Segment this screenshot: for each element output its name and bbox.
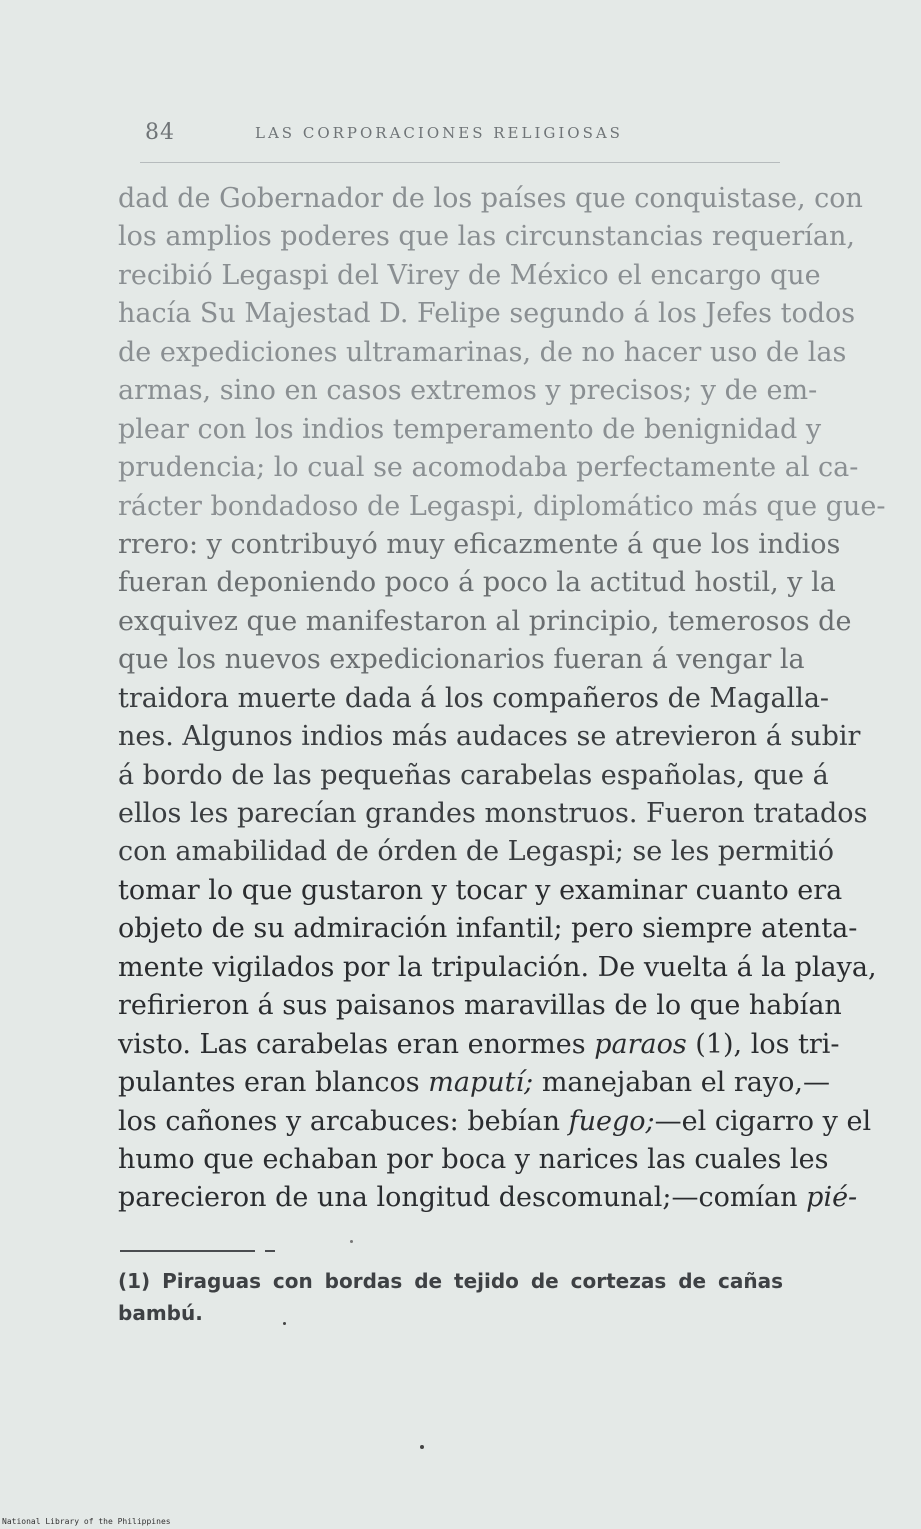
footnote-rule	[120, 1250, 255, 1252]
text-line: dad de Gobernador de los países que conquistase, con	[118, 183, 863, 214]
text-segment: —el cigarro y el	[654, 1105, 872, 1137]
running-title: LAS CORPORACIONES RELIGIOSAS	[255, 124, 623, 142]
page-header	[145, 120, 665, 150]
text-line: rrero: y contribuyó muy eficazmente á que los indios	[118, 528, 841, 560]
text-segment: pulantes eran blancos	[118, 1067, 420, 1099]
text-line: refirieron á sus paisanos maravillas de lo que habían	[118, 990, 842, 1022]
text-line: nes. Algunos indios más audaces se atrevieron á subir	[118, 721, 861, 753]
text-line: que los nuevos expedicionarios fueran á vengar la	[118, 644, 805, 676]
text-line: con amabilidad de órden de Legaspi; se les permitió	[118, 836, 835, 868]
text-segment: parecieron de una longitud descomunal;—comían	[118, 1182, 798, 1214]
text-line: plear con los indios temperamento de benignidad y	[118, 413, 822, 445]
text-line: de expediciones ultramarinas, de no hacer uso de las	[118, 336, 847, 368]
text-line: exquivez que manifestaron al principio, temerosos de	[118, 605, 852, 637]
text-line: fueran deponiendo poco á poco la actitud hostil, y la	[118, 567, 836, 599]
text-line: prudencia; lo cual se acomodaba perfectamente al ca-	[118, 452, 859, 484]
footnote-line: bambú.	[118, 1301, 203, 1325]
text-line: recibió Legaspi del Virey de México el encargo que	[118, 259, 821, 291]
page-number: 84	[145, 120, 175, 145]
text-line: hacía Su Majestad D. Felipe segundo á los Jefes todos	[118, 298, 856, 330]
italic-term: paraos	[594, 1028, 687, 1060]
text-segment: los cañones y arcabuces: bebían	[118, 1105, 561, 1137]
text-line: humo que echaban por boca y narices las cuales les	[118, 1143, 829, 1175]
footnote-text: Piraguas con bordas de tejido de cortezas de cañas	[162, 1269, 784, 1293]
text-segment: manejaban el rayo,—	[541, 1067, 830, 1099]
text-line: armas, sino en casos extremos y precisos; y de em-	[118, 375, 818, 407]
text-segment: (1), los tri-	[695, 1028, 840, 1060]
paper-speck	[350, 1240, 353, 1243]
text-line: mente vigilados por la tripulación. De vuelta á la playa,	[118, 951, 877, 983]
text-line: objeto de su admiración infantil; pero siempre atenta-	[118, 913, 858, 945]
text-segment: visto. Las carabelas eran enormes	[118, 1028, 586, 1060]
text-line: rácter bondadoso de Legaspi, diplomático más que gue-	[118, 490, 886, 522]
italic-term: pié-	[806, 1182, 858, 1214]
text-line: traidora muerte dada á los compañeros de Magalla-	[118, 682, 830, 714]
header-rule	[140, 162, 780, 163]
text-line: los amplios poderes que las circunstancias requerían,	[118, 221, 856, 253]
italic-term: fuego;	[568, 1105, 655, 1137]
footnote	[118, 1265, 783, 1329]
footnote-marker: (1)	[118, 1269, 151, 1293]
body-text	[118, 180, 886, 1218]
footnote-line	[118, 1265, 783, 1297]
footnote-rule-dash	[265, 1250, 275, 1252]
library-credit: National Library of the Philippines	[2, 1517, 171, 1526]
paper-speck	[283, 1322, 286, 1325]
text-line	[118, 1179, 858, 1217]
text-line: á bordo de las pequeñas carabelas españolas, que á	[118, 759, 829, 791]
text-line: tomar lo que gustaron y tocar y examinar cuanto era	[118, 874, 843, 906]
text-line	[118, 1064, 830, 1102]
paper-speck	[420, 1445, 424, 1449]
text-line	[118, 1026, 840, 1064]
text-line	[118, 1103, 872, 1141]
italic-term: maputí;	[428, 1067, 534, 1099]
text-line: ellos les parecían grandes monstruos. Fueron tratados	[118, 798, 868, 829]
